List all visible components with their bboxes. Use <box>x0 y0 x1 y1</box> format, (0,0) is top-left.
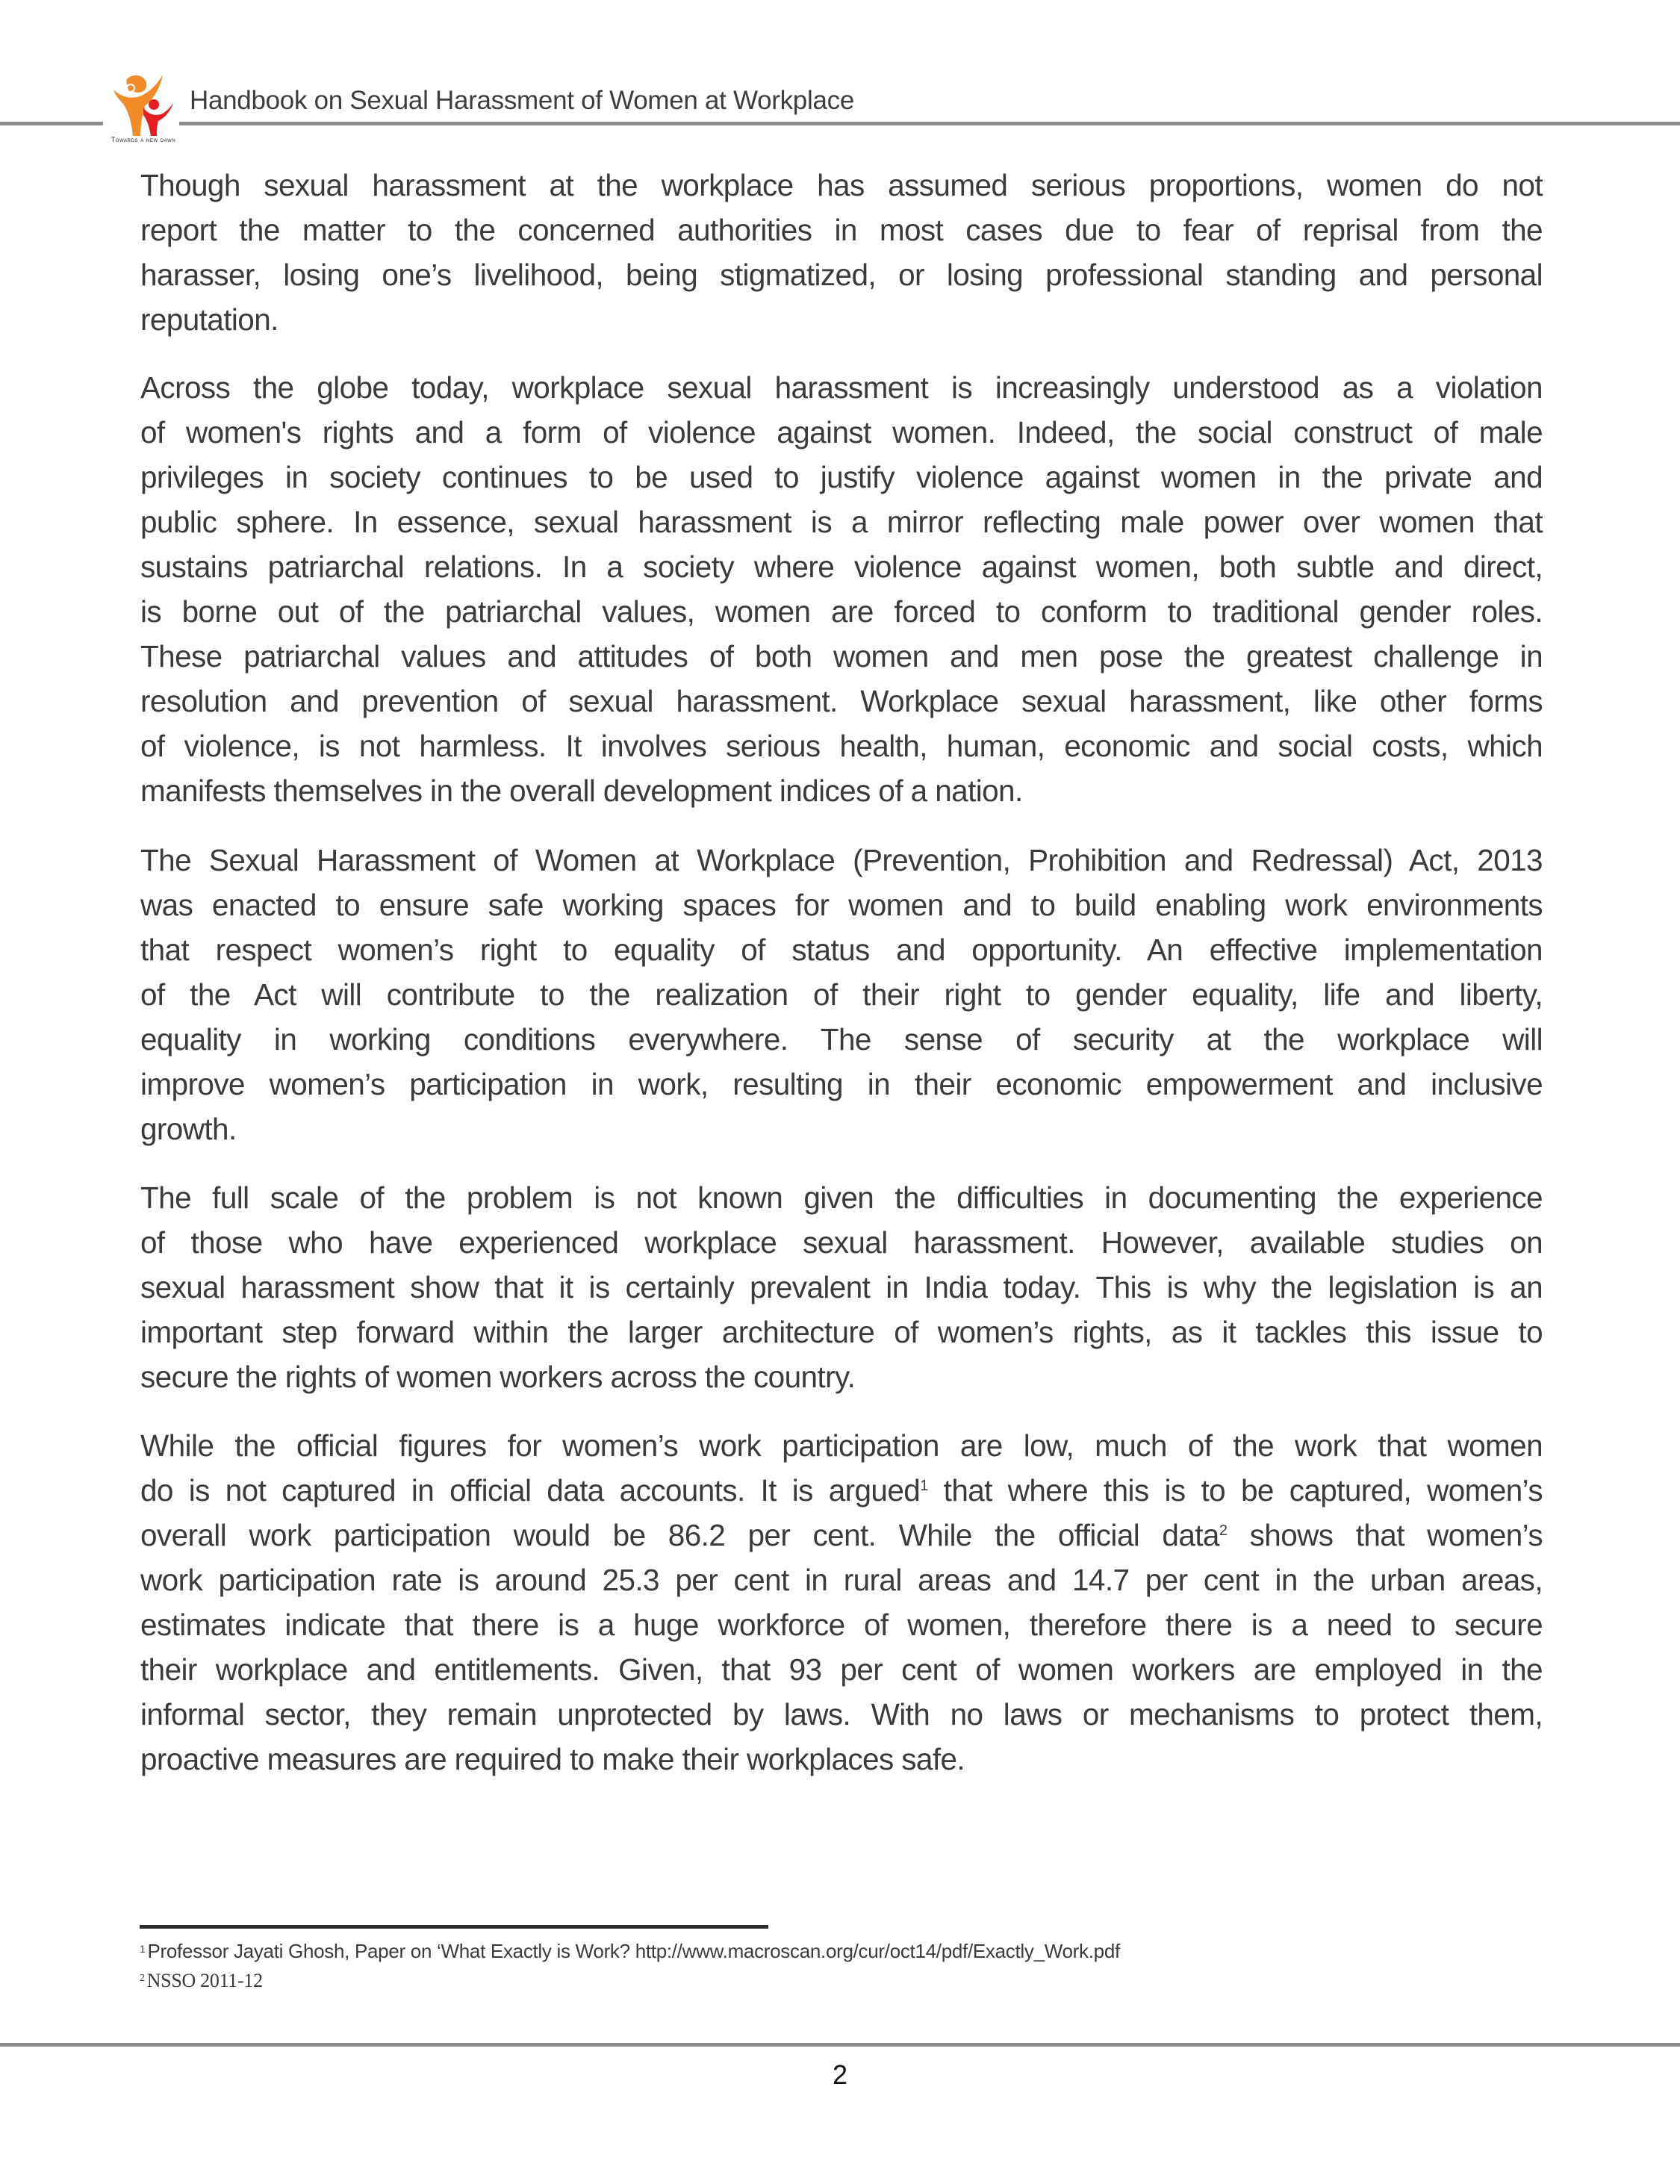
text-line <box>140 1468 1543 1513</box>
text-line: of women's rights and a form of violence against women. Indeed, the social construct of male <box>140 415 1543 449</box>
text-line: Across the globe today, workplace sexual harassment is increasingly understood as a violation <box>140 370 1543 405</box>
paragraph-4 <box>140 1175 1543 1399</box>
footer-rule <box>0 2043 1680 2047</box>
text-line: was enacted to ensure safe working spaces for women and to build enabling work environments <box>140 888 1543 922</box>
footnote-marker: 1 <box>140 1943 146 1955</box>
text-line: of those who have experienced workplace sexual harassment. However, available studies on <box>140 1225 1543 1260</box>
text-line: resolution and prevention of sexual harassment. Workplace sexual harassment, like other forms <box>140 684 1543 718</box>
logo-icon <box>105 73 179 136</box>
paragraph-5 <box>140 1423 1543 1782</box>
header-title: Handbook on Sexual Harassment of Women at Workplace <box>190 86 854 115</box>
text-line: of the Act will contribute to the realization of their right to gender equality, life and liberty, <box>140 977 1543 1012</box>
text-line: secure the rights of women workers across the country. <box>140 1360 856 1394</box>
text-line: sustains patriarchal relations. In a society where violence against women, both subtle and direct, <box>140 550 1543 584</box>
text-line: reputation. <box>140 302 279 337</box>
footnote-text[interactable]: Professor Jayati Ghosh, Paper on ‘What Exactly is Work? http://www.macroscan.org/cur/oct14/pdf/Exactly_Work.pdf <box>147 1940 1120 1962</box>
text-line: harasser, losing one’s livelihood, being stigmatized, or losing professional standing and personal <box>140 258 1543 292</box>
text-line: manifests themselves in the overall development indices of a nation. <box>140 774 1023 808</box>
text-line: sexual harassment show that it is certainly prevalent in India today. This is why the legislation is an <box>140 1270 1543 1304</box>
footnote-1 <box>140 1940 1120 1963</box>
text-line: that respect women’s right to equality of status and opportunity. An effective implementation <box>140 933 1543 967</box>
text-line: proactive measures are required to make their workplaces safe. <box>140 1742 965 1776</box>
text-segment: do is not captured in official data accounts. It is argued <box>140 1473 921 1508</box>
paragraph-1 <box>140 163 1543 342</box>
text-line: privileges in society continues to be used to justify violence against women in the private and <box>140 460 1543 494</box>
logo-tagline: Towards a new dawn <box>111 136 176 143</box>
text-line: is borne out of the patriarchal values, women are forced to conform to traditional gender roles. <box>140 594 1543 629</box>
text-segment: that where this is to be captured, women’s <box>927 1473 1543 1508</box>
paragraph-2 <box>140 365 1543 813</box>
footnote-ref-1[interactable]: 1 <box>920 1478 928 1494</box>
text-line: important step forward within the larger architecture of women’s rights, as it tackles this issue to <box>140 1315 1543 1349</box>
text-line: The full scale of the problem is not known given the difficulties in documenting the experience <box>140 1180 1543 1215</box>
text-line: The Sexual Harassment of Women at Workplace (Prevention, Prohibition and Redressal) Act, 2013 <box>140 843 1543 877</box>
text-line: informal sector, they remain unprotected by laws. With no laws or mechanisms to protect them, <box>140 1697 1543 1732</box>
footnote-text: NSSO 2011-12 <box>146 1970 263 1991</box>
text-line: growth. <box>140 1112 237 1146</box>
footnote-2 <box>140 1970 263 1992</box>
text-line: report the matter to the concerned authorities in most cases due to fear of reprisal from the <box>140 213 1543 247</box>
text-segment: overall work participation would be 86.2 per cent. While the official data <box>140 1518 1219 1552</box>
footnote-separator <box>140 1925 768 1929</box>
paragraph-3 <box>140 838 1543 1151</box>
text-segment: shows that women’s <box>1227 1518 1543 1552</box>
text-line: of violence, is not harmless. It involves serious health, human, economic and social costs, which <box>140 729 1543 763</box>
header-rule-left <box>0 122 103 125</box>
footnote-ref-2[interactable]: 2 <box>1219 1522 1228 1539</box>
page-number: 2 <box>832 2059 848 2090</box>
text-line: While the official figures for women’s work participation are low, much of the work that women <box>140 1428 1543 1463</box>
text-line <box>140 1513 1543 1558</box>
text-line: their workplace and entitlements. Given, that 93 per cent of women workers are employed in the <box>140 1652 1543 1687</box>
text-line: work participation rate is around 25.3 per cent in rural areas and 14.7 per cent in the urban areas, <box>140 1563 1543 1597</box>
text-line: public sphere. In essence, sexual harassment is a mirror reflecting male power over women that <box>140 505 1543 539</box>
text-line: Though sexual harassment at the workplace has assumed serious proportions, women do not <box>140 168 1543 202</box>
text-line: improve women’s participation in work, resulting in their economic empowerment and inclusive <box>140 1067 1543 1101</box>
text-line: These patriarchal values and attitudes of both women and men pose the greatest challenge in <box>140 639 1543 673</box>
text-line: equality in working conditions everywhere. The sense of security at the workplace will <box>140 1022 1543 1057</box>
footnote-marker: 2 <box>140 1973 145 1984</box>
text-line: estimates indicate that there is a huge workforce of women, therefore there is a need to secure <box>140 1608 1543 1642</box>
header-rule-right <box>179 122 1680 125</box>
